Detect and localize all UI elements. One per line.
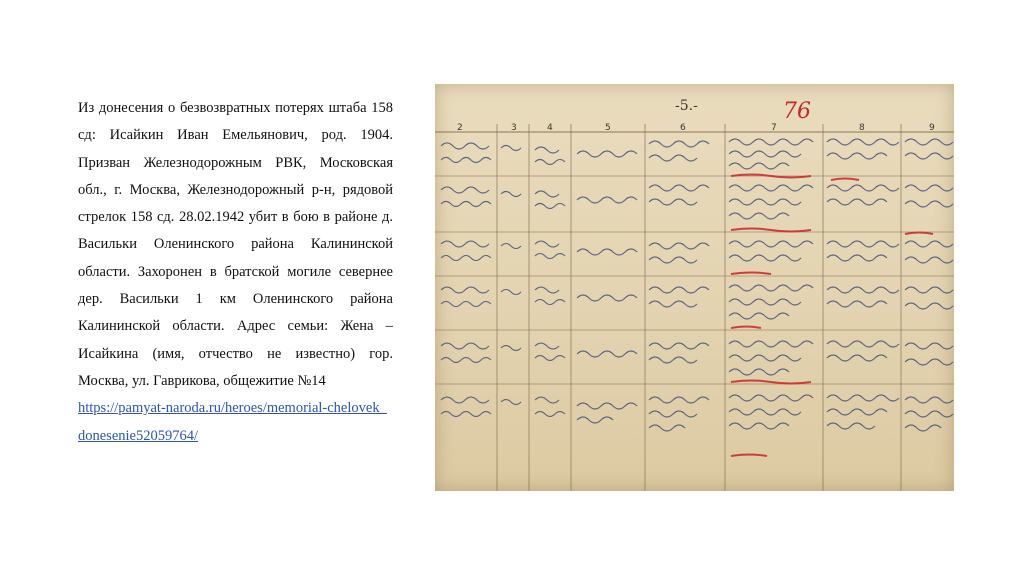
scan-drawing [435,84,954,491]
archive-document-scan [435,84,954,491]
red-pencil-marks [731,175,933,457]
scan-col-number: 3 [511,123,517,133]
scan-col-number: 7 [771,123,777,133]
scan-page-number: -5.- [675,98,698,114]
scan-col-number: 8 [859,123,865,133]
scan-sheet-number: 76 [783,99,811,124]
scan-col-number: 5 [605,123,611,133]
report-text [78,95,393,450]
scan-col-number: 4 [547,123,553,133]
report-paragraph: Из донесения о безвозвратных потерях штаба 158 сд: Исайкин Иван Емельянович, род. 1904. Призван Железнодорожным РВК, Московская обл., г. Москва, Железнодорожный р-н, рядовой стрелок 158 сд. 28.02.1942 убит в бою в районе д. Васильки Оленинского района Калининской области. Захоронен в братской могиле севернее дер. Васильки 1 км Оленинского района Калининской области. Адрес семьи: Жена – Исайкина (имя, отчество не известно) гор. Москва, ул. Гаврикова, общежитие №14 [78,100,393,389]
scan-col-number: 6 [680,123,686,133]
source-link[interactable]: https://pamyat-naroda.ru/heroes/memorial-chelovek_donesenie52059764/ [78,400,387,444]
scan-col-number: 9 [929,123,935,133]
handwriting [441,139,953,431]
scan-col-number: 2 [457,123,463,133]
